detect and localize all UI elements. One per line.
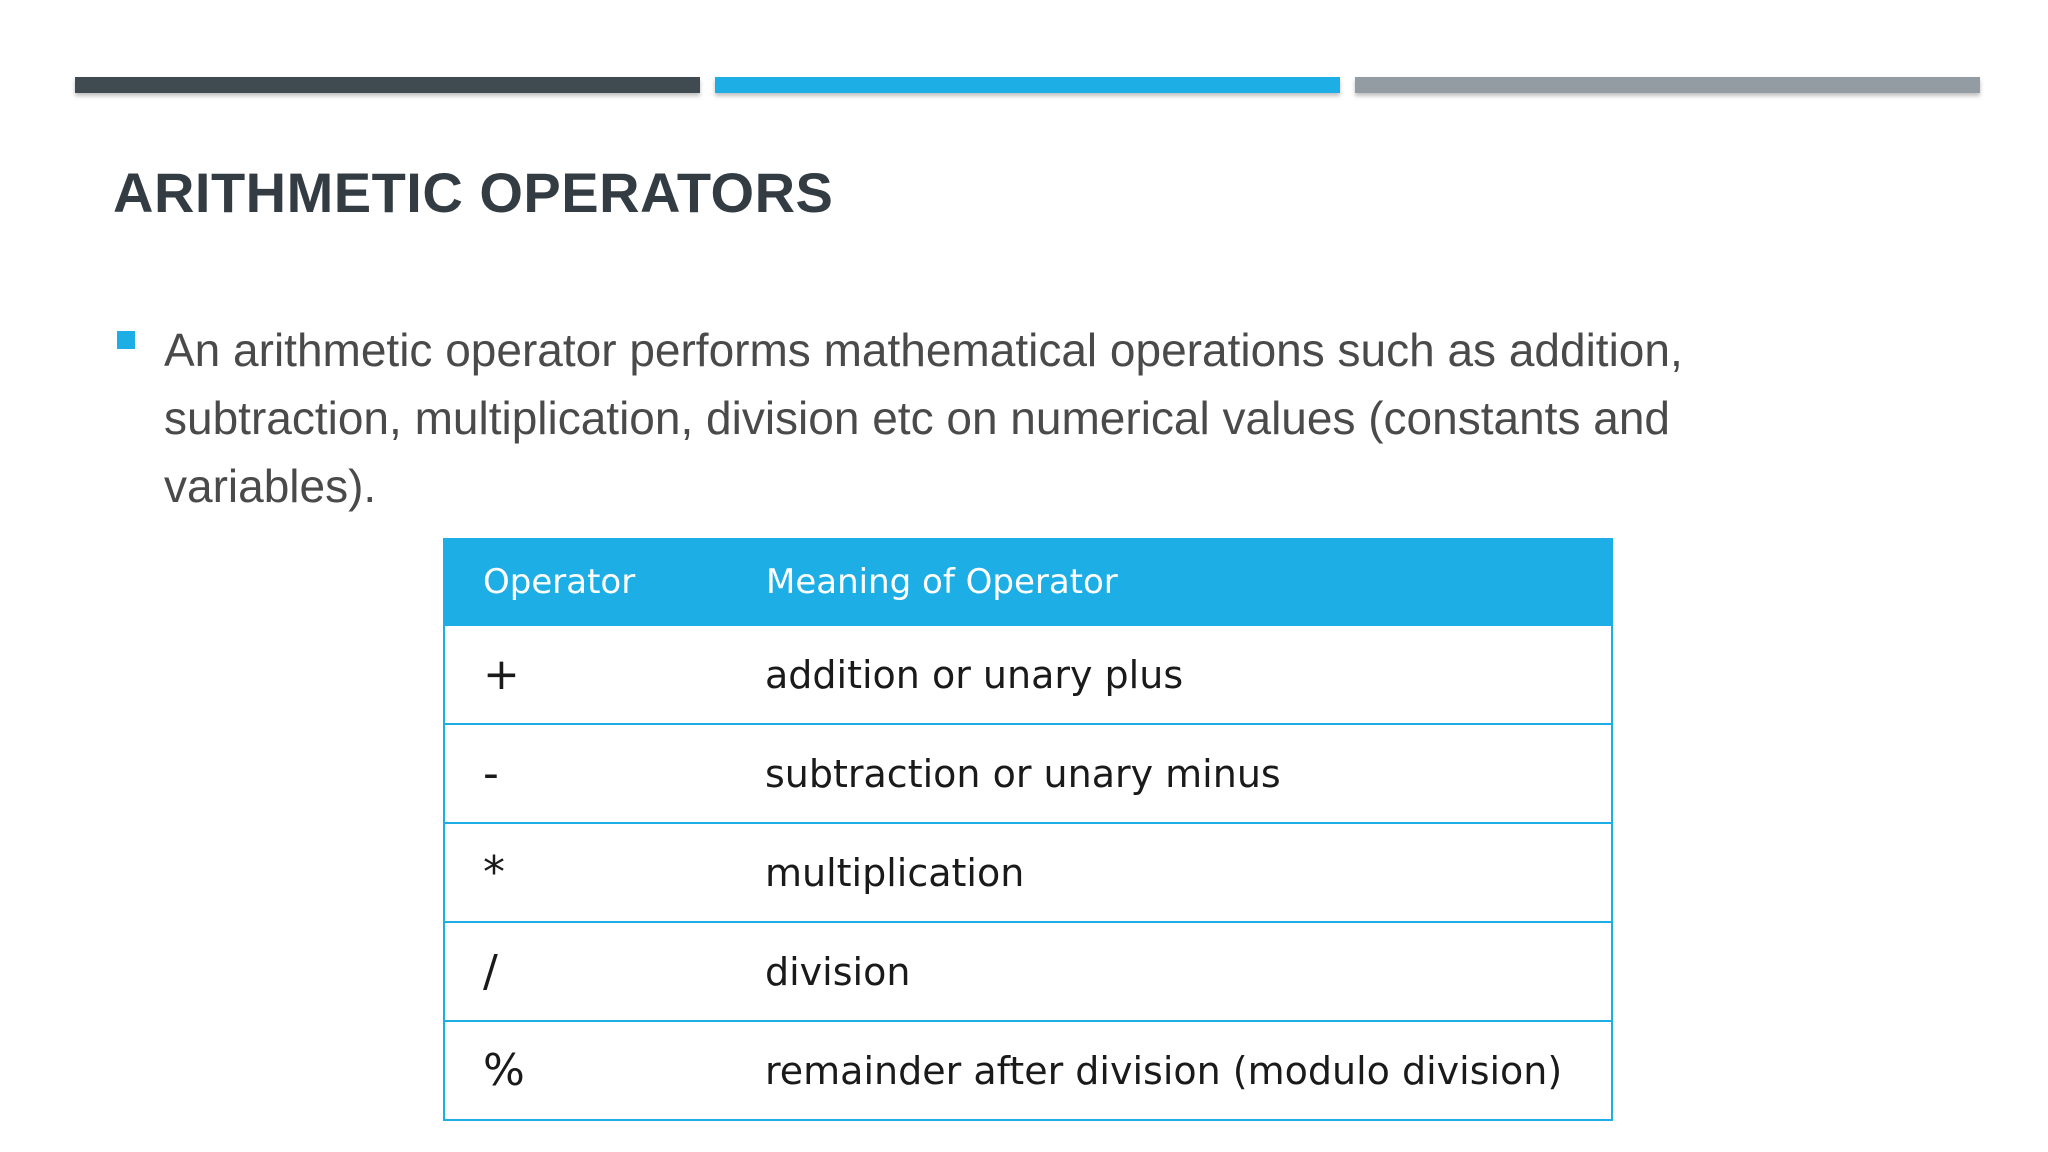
operators-table xyxy=(443,538,1613,1121)
table-row xyxy=(444,823,1612,922)
table-row xyxy=(444,1021,1612,1120)
meaning-cell: subtraction or unary minus xyxy=(765,724,1612,823)
table-row xyxy=(444,922,1612,1021)
operator-cell: * xyxy=(444,823,765,922)
square-bullet-icon xyxy=(117,331,135,349)
table-header-row xyxy=(444,539,1612,625)
meaning-cell: division xyxy=(765,922,1612,1021)
accent-bar-blue xyxy=(715,77,1340,93)
table-row xyxy=(444,625,1612,724)
bullet-text: An arithmetic operator performs mathematical operations such as addition, subtraction, multiplication, division etc on numerical values (constants and variables). xyxy=(164,324,1683,512)
operator-cell: / xyxy=(444,922,765,1021)
operator-cell: - xyxy=(444,724,765,823)
operator-cell: % xyxy=(444,1021,765,1120)
table-row xyxy=(444,724,1612,823)
accent-bar-dark xyxy=(75,77,700,93)
header-meaning: Meaning of Operator xyxy=(765,539,1612,625)
meaning-cell: remainder after division (modulo division) xyxy=(765,1021,1612,1120)
header-operator: Operator xyxy=(444,539,765,625)
operator-cell: + xyxy=(444,625,765,724)
slide-title: ARITHMETIC OPERATORS xyxy=(113,161,834,224)
meaning-cell: multiplication xyxy=(765,823,1612,922)
accent-bar-gray xyxy=(1355,77,1980,93)
meaning-cell: addition or unary plus xyxy=(765,625,1612,724)
